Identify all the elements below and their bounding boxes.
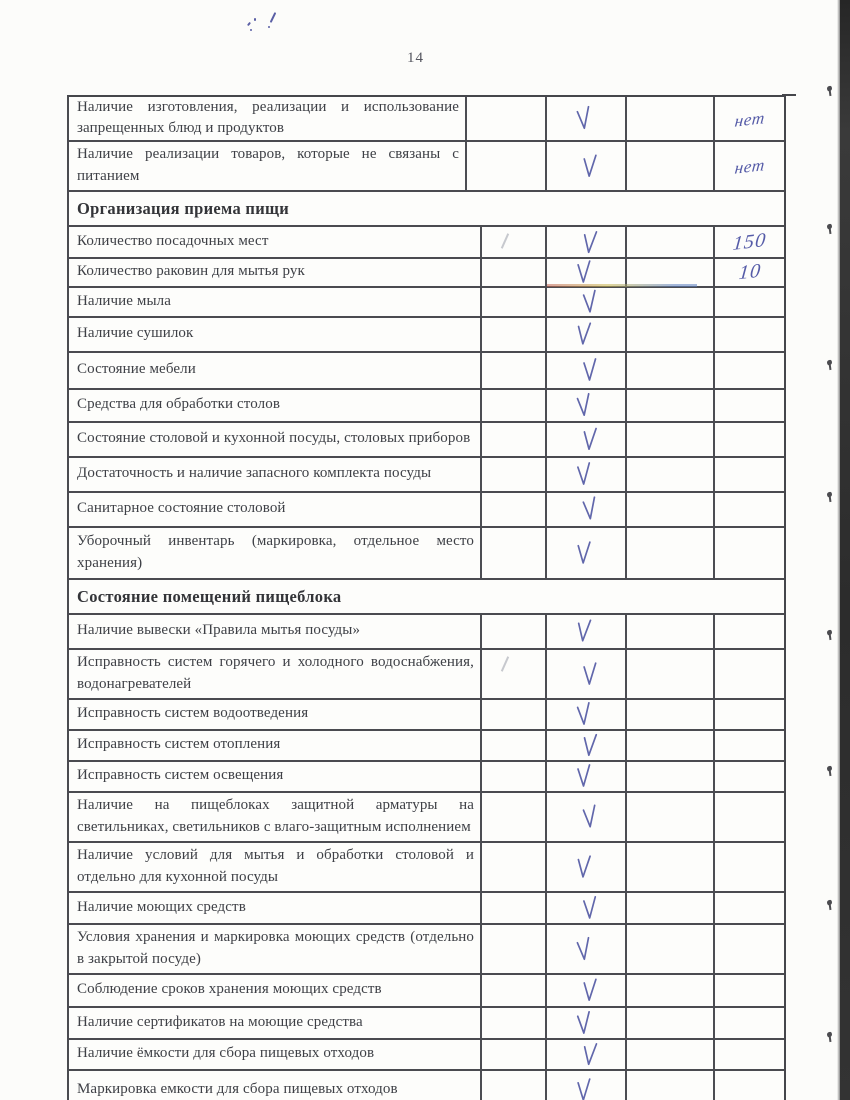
row-label: Количество раковин для мытья рук (77, 263, 305, 280)
table-cell (715, 615, 784, 648)
checkmark-icon (575, 462, 591, 487)
table-row (69, 793, 784, 843)
table-cell (547, 615, 627, 648)
table-cell (547, 288, 627, 316)
table-cell (482, 1040, 547, 1069)
row-label: Количество посадочных мест (77, 232, 269, 249)
table-cell (482, 1008, 547, 1038)
table-row (69, 731, 784, 762)
table-cell (715, 843, 784, 891)
checkmark-icon (574, 618, 592, 644)
checkmark-icon (574, 854, 591, 880)
inspection-checklist-table (67, 95, 786, 1100)
binder-mark (826, 222, 834, 234)
table-cell (627, 975, 715, 1006)
table-cell (482, 353, 547, 388)
row-label: Наличие сушилок (77, 325, 194, 342)
row-label: Исправность систем горячего и холодного водоснабжения, водонагревателей (77, 654, 474, 692)
binder-mark (826, 628, 834, 640)
scan-line-artifact (782, 94, 796, 96)
row-label: Средства для обработки столов (77, 396, 280, 413)
checkmark-icon (574, 702, 591, 728)
table-cell (715, 1008, 784, 1038)
table-row (69, 925, 784, 975)
checkmark-icon (580, 1042, 598, 1068)
row-label-cell (69, 893, 482, 923)
table-cell (715, 975, 784, 1006)
row-label: Наличие на пищеблоках защитной арматуры на светильниках, светильников с влаго-защитным исполнением (77, 797, 474, 835)
table-cell (547, 793, 627, 841)
scan-color-fringe (547, 284, 697, 287)
table-cell (547, 1071, 627, 1100)
table-cell (467, 97, 547, 140)
table-cell (627, 1008, 715, 1038)
table-row (69, 1071, 784, 1100)
handwritten-note: 10 (737, 259, 762, 285)
row-label: Исправность систем водоотведения (77, 705, 309, 722)
checkmark-icon (574, 106, 592, 132)
table-cell (627, 423, 715, 456)
table-cell (627, 1071, 715, 1100)
table-cell (715, 925, 784, 973)
row-label-cell (69, 458, 482, 491)
table-row (69, 493, 784, 528)
row-label-cell (69, 975, 482, 1006)
table-cell (715, 97, 784, 140)
row-label-cell (69, 528, 482, 578)
table-cell (715, 259, 784, 286)
table-row (69, 528, 784, 580)
row-label: Маркировка емкости для сбора пищевых отходов (77, 1080, 398, 1097)
table-cell (482, 390, 547, 421)
row-label: Состояние мебели (77, 361, 196, 378)
row-label: Наличие ёмкости для сбора пищевых отходов (77, 1045, 375, 1062)
faint-pencil-mark (501, 656, 509, 671)
table-cell (547, 528, 627, 578)
checkmark-icon (581, 895, 597, 920)
table-cell (547, 97, 627, 140)
table-cell (715, 700, 784, 729)
table-cell (482, 1071, 547, 1100)
checkmark-icon (580, 733, 598, 759)
table-cell (482, 731, 547, 760)
table-cell (547, 975, 627, 1006)
row-label: Состояние столовой и кухонной посуды, столовых приборов (77, 430, 471, 447)
table-cell (547, 893, 627, 923)
table-cell (482, 423, 547, 456)
table-cell (482, 318, 547, 351)
table-cell (482, 615, 547, 648)
row-label: Условия хранения и маркировка моющих средств (отдельно в закрытой посуде) (77, 929, 474, 967)
table-cell (715, 1040, 784, 1069)
row-label-cell (69, 423, 482, 456)
handwritten-note: нет (733, 155, 766, 178)
checkmark-icon (581, 358, 597, 383)
table-row (69, 142, 784, 192)
row-label: Исправность систем отопления (77, 736, 281, 753)
table-cell (547, 1040, 627, 1069)
table-cell (482, 975, 547, 1006)
checkmark-icon (575, 260, 591, 285)
stray-ink-marks (244, 10, 294, 36)
table-cell (627, 227, 715, 257)
table-cell (627, 1040, 715, 1069)
table-cell (715, 142, 784, 190)
checkmark-icon (580, 229, 598, 255)
table-row (69, 762, 784, 793)
row-label-cell (69, 650, 482, 698)
table-cell (715, 493, 784, 526)
table-cell (715, 650, 784, 698)
section-header-row (69, 192, 784, 227)
checkmark-icon (581, 661, 597, 686)
row-label-cell (69, 227, 482, 257)
table-cell (547, 142, 627, 190)
section-header: Организация приема пищи (77, 198, 290, 218)
row-label-cell (69, 288, 482, 316)
checkmark-icon (581, 153, 598, 179)
table-cell (627, 793, 715, 841)
checkmark-icon (575, 764, 591, 789)
table-row (69, 318, 784, 353)
row-label: Наличие моющих средств (77, 898, 246, 915)
table-cell (715, 528, 784, 578)
table-cell (482, 493, 547, 526)
table-cell (715, 390, 784, 421)
row-label-cell (69, 493, 482, 526)
table-row (69, 1008, 784, 1040)
row-label: Уборочный инвентарь (маркировка, отдельное место хранения) (77, 533, 474, 571)
checkmark-icon (580, 289, 597, 315)
table-cell (547, 318, 627, 351)
table-cell (547, 458, 627, 491)
row-label: Наличие реализации товаров, которые не связаны с питанием (77, 146, 459, 184)
row-label-cell (69, 700, 482, 729)
table-row (69, 390, 784, 423)
checkmark-icon (575, 1077, 591, 1100)
table-cell (627, 762, 715, 791)
row-label-cell (69, 1040, 482, 1069)
row-label-cell (69, 731, 482, 760)
table-cell (627, 700, 715, 729)
table-cell (482, 650, 547, 698)
checkmark-icon (580, 804, 598, 830)
binder-mark (826, 1030, 834, 1042)
row-label: Наличие сертификатов на моющие средства (77, 1013, 363, 1030)
table-row (69, 353, 784, 390)
section-header: Состояние помещений пищеблока (77, 586, 342, 606)
binder-mark (826, 764, 834, 776)
table-cell (627, 925, 715, 973)
row-label: Наличие условий для мытья и обработки столовой и отдельно для кухонной посуды (77, 847, 474, 885)
table-cell (482, 762, 547, 791)
binder-mark (826, 84, 834, 96)
table-cell (715, 318, 784, 351)
handwritten-note: 150 (731, 228, 768, 255)
table-cell (547, 700, 627, 729)
table-cell (547, 650, 627, 698)
table-cell (627, 288, 715, 316)
row-label: Санитарное состояние столовой (77, 500, 286, 517)
table-cell (627, 318, 715, 351)
table-cell (482, 793, 547, 841)
table-cell (482, 458, 547, 491)
row-label-cell (69, 1071, 482, 1100)
row-label: Наличие вывески «Правила мытья посуды» (77, 622, 361, 639)
table-cell (482, 259, 547, 286)
row-label-cell (69, 925, 482, 973)
table-cell (715, 227, 784, 257)
table-cell (547, 925, 627, 973)
row-label-cell (69, 97, 467, 140)
table-cell (482, 700, 547, 729)
table-cell (482, 227, 547, 257)
row-label-cell (69, 142, 467, 190)
table-cell (627, 390, 715, 421)
table-cell (482, 893, 547, 923)
row-label: Наличие изготовления, реализации и использование запрещенных блюд и продуктов (77, 98, 459, 136)
table-cell (547, 843, 627, 891)
checkmark-icon (575, 1010, 592, 1036)
binder-mark (826, 898, 834, 910)
table-cell (547, 353, 627, 388)
table-cell (715, 423, 784, 456)
table-cell (482, 843, 547, 891)
row-label-cell (69, 615, 482, 648)
row-label-cell (69, 353, 482, 388)
row-label: Наличие мыла (77, 292, 172, 309)
table-row (69, 650, 784, 700)
table-cell (547, 259, 627, 286)
table-row (69, 227, 784, 259)
table-cell (715, 288, 784, 316)
table-cell (482, 528, 547, 578)
table-cell (547, 731, 627, 760)
page-number: 14 (407, 50, 424, 66)
row-label: Соблюдение сроков хранения моющих средств (77, 981, 382, 998)
row-label-cell (69, 259, 482, 286)
table-cell (547, 227, 627, 257)
row-label-cell (69, 390, 482, 421)
checkmark-icon (580, 427, 597, 453)
row-label-cell (69, 843, 482, 891)
table-cell (627, 259, 715, 286)
table-row (69, 423, 784, 458)
row-label-cell (69, 318, 482, 351)
table-cell (467, 142, 547, 190)
table-row (69, 843, 784, 893)
table-cell (627, 142, 715, 190)
table-cell (627, 493, 715, 526)
table-cell (482, 288, 547, 316)
table-cell (547, 1008, 627, 1038)
table-cell (715, 793, 784, 841)
table-row (69, 615, 784, 650)
table-cell (547, 390, 627, 421)
table-row (69, 97, 784, 142)
table-cell (547, 762, 627, 791)
checkmark-icon (581, 978, 598, 1004)
table-cell (627, 97, 715, 140)
row-label: Достаточность и наличие запасного комплекта посуды (77, 465, 432, 482)
binder-mark (826, 358, 834, 370)
table-cell (547, 423, 627, 456)
faint-pencil-mark (501, 233, 509, 248)
table-row (69, 288, 784, 318)
table-cell (482, 925, 547, 973)
table-cell (627, 615, 715, 648)
table-cell (715, 353, 784, 388)
checkmark-icon (575, 540, 592, 566)
table-cell (627, 731, 715, 760)
row-label-cell (69, 793, 482, 841)
table-row (69, 1040, 784, 1071)
row-label: Исправность систем освещения (77, 767, 284, 784)
checkmark-icon (574, 321, 592, 347)
table-cell (627, 528, 715, 578)
row-label-cell (69, 762, 482, 791)
section-header-row (69, 580, 784, 615)
table-cell (715, 731, 784, 760)
checkmark-icon (574, 936, 592, 962)
row-label-cell (69, 1008, 482, 1038)
table-row (69, 975, 784, 1008)
checkmark-icon (580, 496, 598, 522)
table-row (69, 458, 784, 493)
handwritten-note: нет (733, 107, 766, 131)
table-cell (547, 493, 627, 526)
table-cell (627, 893, 715, 923)
table-cell (715, 762, 784, 791)
table-cell (715, 893, 784, 923)
table-cell (627, 843, 715, 891)
table-row (69, 893, 784, 925)
binder-mark (826, 490, 834, 502)
table-row (69, 700, 784, 731)
table-cell (715, 1071, 784, 1100)
checkmark-icon (574, 393, 592, 419)
table-cell (715, 458, 784, 491)
table-cell (627, 353, 715, 388)
table-cell (627, 458, 715, 491)
scan-edge-shadow (840, 0, 850, 1100)
table-cell (627, 650, 715, 698)
